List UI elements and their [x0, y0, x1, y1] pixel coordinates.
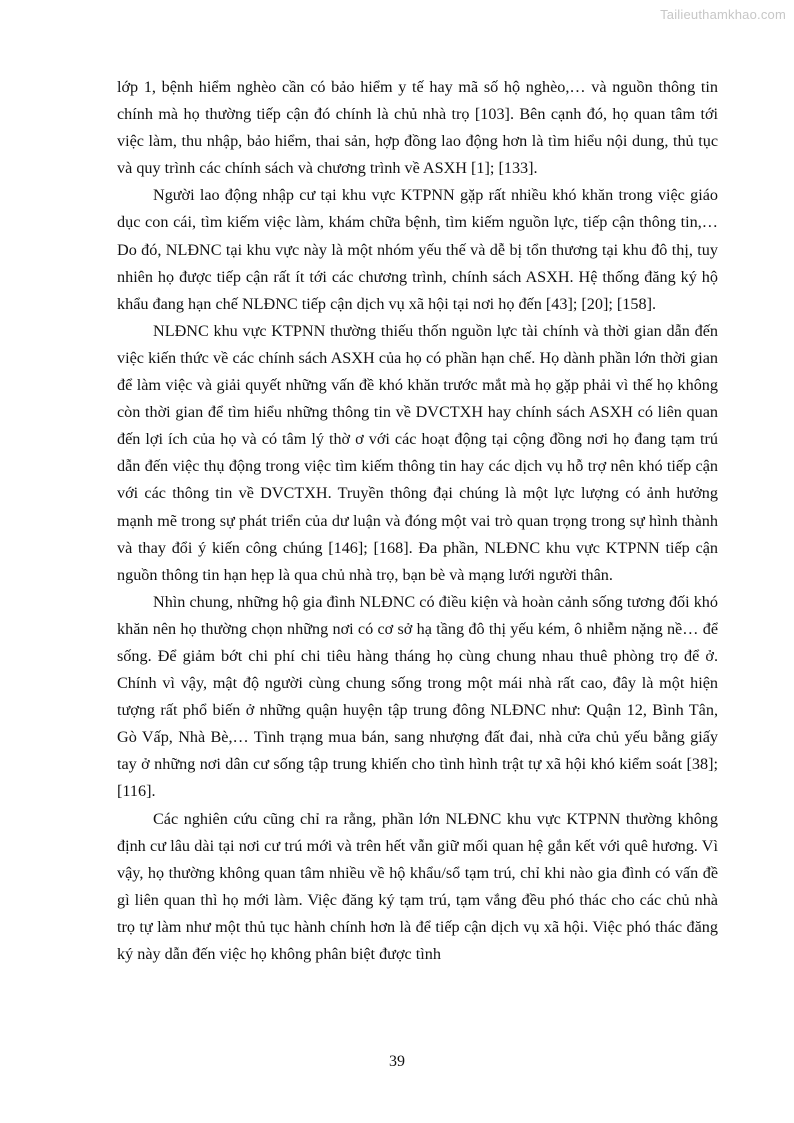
watermark-text: Tailieuthamkhao.com — [660, 7, 786, 22]
paragraph: NLĐNC khu vực KTPNN thường thiếu thốn nguồn lực tài chính và thời gian dẫn đến việc kiến thức về các chính sách ASXH của họ có phần hạn chế. Họ dành phần lớn thời gian để làm việc và giải quyết những vấn đề khó khăn trước mắt mà họ gặp phải vì thế họ không còn thời gian để tìm hiểu những thông tin về DVCTXH hay chính sách ASXH có liên quan đến lợi ích của họ và có tâm lý thờ ơ với các hoạt động tại cộng đồng nơi họ đang tạm trú dẫn đến việc thụ động trong việc tìm kiếm thông tin hay các dịch vụ hỗ trợ nên khó tiếp cận với các thông tin về DVCTXH. Truyền thông đại chúng là một lực lượng có ảnh hưởng mạnh mẽ trong sự phát triển của dư luận và đóng một vai trò quan trọng trong sự hình thành và thay đổi ý kiến công chúng [146]; [168]. Đa phần, NLĐNC khu vực KTPNN tiếp cận nguồn thông tin hạn hẹp là qua chủ nhà trọ, bạn bè và mạng lưới người thân. — [117, 321, 718, 584]
paragraph: Các nghiên cứu cũng chỉ ra rằng, phần lớn NLĐNC khu vực KTPNN thường không định cư lâu dài tại nơi cư trú mới và trên hết vẫn giữ mối quan hệ gắn kết với quê hương. Vì vậy, họ thường không quan tâm nhiều về hộ khẩu/sổ tạm trú, chỉ khi nào gia đình có vấn đề gì liên quan thì họ mới làm. Việc đăng ký tạm trú, tạm vắng đều phó thác cho các chủ nhà trọ tự làm như một thủ tục hành chính hơn là để tiếp cận dịch vụ xã hội. Việc phó thác đăng ký này dẫn đến việc họ không phân biệt được tình — [117, 809, 718, 963]
paragraph: Nhìn chung, những hộ gia đình NLĐNC có điều kiện và hoàn cảnh sống tương đối khó khăn nên họ thường chọn những nơi có cơ sở hạ tầng đô thị yếu kém, ô nhiễm nặng nề… để sống. Để giảm bớt chi phí chi tiêu hàng tháng họ cùng chung nhau thuê phòng trọ để ở. Chính vì vậy, mật độ người cùng chung sống trong một mái nhà rất cao, đây là một hiện tượng rất phổ biến ở những quận huyện tập trung đông NLĐNC như: Quận 12, Bình Tân, Gò Vấp, Nhà Bè,… Tình trạng mua bán, sang nhượng đất đai, nhà cửa chủ yếu bằng giấy tay ở những nơi dân cư sống tập trung khiến cho tình hình trật tự xã hội khó kiểm soát [38]; [116]. — [117, 592, 718, 801]
document-body — [117, 74, 718, 968]
paragraph-continued: lớp 1, bệnh hiểm nghèo cần có bảo hiểm y tế hay mã số hộ nghèo,… và nguồn thông tin chính mà họ thường tiếp cận đó chính là chủ nhà trọ [103]. Bên cạnh đó, họ quan tâm tới việc làm, thu nhập, bảo hiểm, thai sản, hợp đồng lao động hơn là tìm hiểu nội dung, thủ tục và quy trình các chính sách và chương trình về ASXH [1]; [133]. — [117, 78, 718, 178]
paragraph: Người lao động nhập cư tại khu vực KTPNN gặp rất nhiều khó khăn trong việc giáo dục con cái, tìm kiếm việc làm, khám chữa bệnh, tìm kiếm nguồn lực, tiếp cận thông tin,… Do đó, NLĐNC tại khu vực này là một nhóm yếu thế và dễ bị tổn thương tại khu đô thị, tuy nhiên họ được tiếp cận rất ít tới các chương trình, chính sách ASXH. Hệ thống đăng ký hộ khẩu đang hạn chế NLĐNC tiếp cận dịch vụ xã hội tại nơi họ đến [43]; [20]; [158]. — [117, 186, 718, 313]
page-number: 39 — [389, 1053, 405, 1070]
